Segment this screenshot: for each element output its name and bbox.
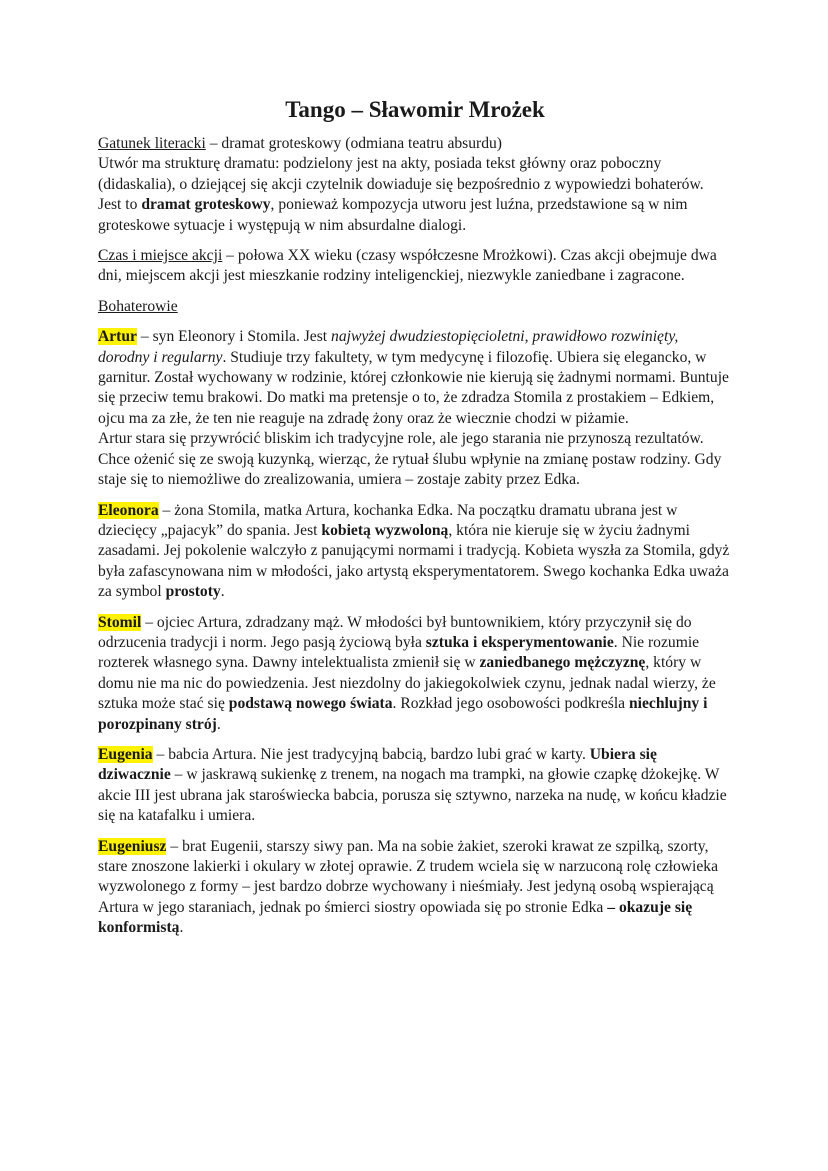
stomil-t3: , który w domu nie ma nic do powiedzenia. Jest niezdolny do jakiegokolwiek czynu, jednak nadal wierzy, że sztuka może stać się [98, 654, 716, 713]
eugenia-b1: Ubiera się dziwacznie [98, 745, 657, 784]
artur-text-1b: . Studiuje trzy fakultety, w tym medycynę i filozofię. Ubiera się elegancko, w garnitur. Został wychowany w rodzinie, której członkowie nie kierują się żadnymi normami. Buntuje się przeciw temu brakowi. Do matki ma pretensje o to, że zdradza Stomila z prostakiem – Edkiem, ojcu ma za złe, że ten nie reaguje na zdradę żony oraz że wiecznie chodzi w piżamie. [98, 348, 729, 427]
eugeniusz-b1: – okazuje się konformistą [98, 898, 693, 937]
eugenia-name: Eugenia [98, 745, 153, 763]
stomil-name: Stomil [98, 613, 142, 631]
grotesque-post: , ponieważ kompozycja utworu jest luźna, przedstawione są w nim groteskowe sytuacje i występują w nim absurdalne dialogi. [98, 196, 688, 234]
genre-value: – dramat groteskowy (odmiana teatru absurdu) [205, 135, 503, 152]
eugeniusz-name: Eugeniusz [98, 837, 167, 855]
character-eleonora [98, 501, 732, 603]
time-place-label: Czas i miejsce akcji [98, 247, 223, 265]
genre-label: Gatunek literacki [98, 135, 206, 152]
eleonora-t2: , która nie kieruje się w życiu żadnymi zasadami. Jej pokolenie walczyło z panującymi normami i tradycją. Kobieta wyszła za Stomila, gdyż była zafascynowana nim w młodości, jako artystą eksperymentatorem. Swego kochanka Edka uważa za symbol [98, 521, 730, 601]
time-place-text: – połowa XX wieku (czasy współczesne Mrożkowi). Czas akcji obejmuje dwa dni, miejscem akcji jest mieszkanie rodziny inteligenckiej, niezwykle zaniedbane i zagracone. [98, 247, 717, 285]
structure-text: Utwór ma strukturę dramatu: podzielony jest na akty, posiada tekst główny oraz poboczny (didaskalia), o dziejącej się akcji czytelnik dowiaduje się bezpośrednio z wypowiedzi bohaterów. [98, 155, 704, 193]
artur-text-1a: – syn Eleonory i Stomila. Jest [136, 328, 332, 346]
stomil-t1: – ojciec Artura, zdradzany mąż. W młodości był buntownikiem, który przyczynił się do odrzucenia tradycji i norm. Jego pasją życiową była [98, 613, 692, 651]
characters-heading-paragraph [98, 297, 732, 317]
eugeniusz-t1: – brat Eugenii, starszy siwy pan. Ma na sobie żakiet, szeroki krawat ze szpilką, szorty, stare znoszone lakierki i okulary w złotej oprawie. Z trudem wciela się w narzuconą rolę człowieka wyzwolonego z formy – jest bardzo dobrze wychowany i nieśmiały. Jest jedyną osobą wspierającą Artura w jego staraniach, jednak po śmierci siostry opowiada się po stronie Edka [98, 837, 719, 916]
eugeniusz-t2: . [179, 919, 184, 937]
page-title: Tango – Sławomir Mrożek [285, 97, 545, 122]
character-artur [98, 327, 732, 490]
eleonora-t1: – żona Stomila, matka Artura, kochanka Edka. Na początku dramatu ubrana jest w dziecięcy „pajacyk” do spania. Jest [98, 501, 678, 539]
character-eugeniusz [98, 837, 732, 939]
intro-paragraph [98, 134, 732, 236]
eleonora-b2: prostoty [165, 583, 221, 601]
artur-text-3: Chce ożenić się ze swoją kuzynką, wierząc, że rytuał ślubu wpłynie na zmianę postaw rodziny. Gdy staje się to niemożliwe do zrealizowania, umiera – zostaje zabity przez Edka. [98, 450, 722, 489]
eugenia-t2: – w jaskrawą sukienkę z trenem, na nogach ma trampki, na głowie czapkę dżokejkę. W akcie III jest ubrana jak staroświecka babcia, porusza się sztywno, narzeka na nudę, w końcu kładzie się na katafalku i umiera. [98, 766, 727, 825]
eleonora-b1: kobietą wyzwoloną [321, 521, 449, 539]
stomil-b4: niechlujny i porozpinany strój [98, 695, 708, 733]
grotesque-bold: dramat groteskowy [141, 196, 271, 214]
artur-text-2: Artur stara się przywrócić bliskim ich tradycyjne role, ale jego starania nie przynoszą rezultatów. [98, 430, 704, 448]
stomil-t5: . [216, 715, 221, 733]
eugenia-t1: – babcia Artura. Nie jest tradycyjną babcią, bardzo lubi grać w karty. [152, 745, 590, 763]
eleonora-name: Eleonora [98, 501, 159, 519]
character-stomil [98, 613, 732, 735]
stomil-b3: podstawą nowego świata [228, 695, 393, 713]
artur-italic: najwyżej dwudziestopięcioletni, prawidłowo rozwinięty, dorodny i regularny [98, 328, 679, 366]
eleonora-t3: . [220, 583, 225, 601]
characters-heading: Bohaterowie [98, 297, 178, 315]
grotesque-pre: Jest to [98, 196, 142, 214]
character-eugenia [98, 745, 732, 827]
stomil-b2: zaniedbanego mężczyznę [479, 654, 646, 672]
artur-name: Artur [98, 328, 137, 346]
stomil-b1: sztuka i eksperymentowanie [425, 633, 614, 651]
stomil-t2: . Nie rozumie rozterek własnego syna. Dawny intelektualista zmienił się w [98, 633, 700, 672]
stomil-t4: . Rozkład jego osobowości podkreśla [392, 695, 629, 713]
time-place-paragraph [98, 246, 732, 287]
